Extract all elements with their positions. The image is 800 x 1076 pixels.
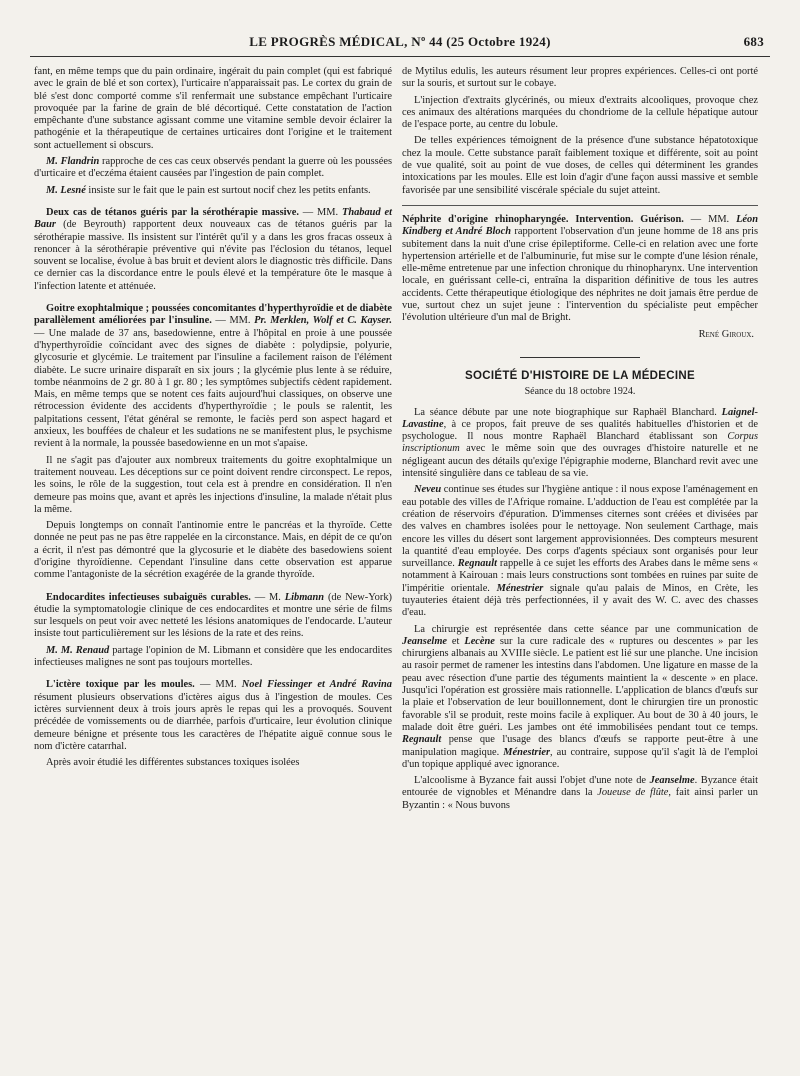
paragraph: De telles expériences témoignent de la présence d'une substance hépatotoxique chez la moule. Cette substance paraît faiblement toxique et différente, soit au point de vue qualité, soit au point de vue doses, de celles qui déterminent les grandes intoxications par les moules. Elle est loin d'agir d'une façon aussi massive et semble favorisée par une sensibilité viscérale spéciale du sujet atteint. — [402, 135, 758, 196]
paragraph — [34, 185, 392, 197]
paragraph-text: rapportent l'observation d'un jeune homme de 18 ans pris subitement dans la nuit d'une crise épileptiforme. Celle-ci en relation avec une forte hypertension artérielle et de l'albuminurie, fut mise sur le compte d'une lésion rénale, elle-même entretenue par une infection chronique du rhinopharynx. Une intervention locale, en guérissant celle-ci, entraîna la disparition définitive de tous les autres accidents. Cette thérapeutique étiologique des néphrites ne doit jamais être perdue de vue, surtout chez un sujet jeune : l'intervention du spécialiste peut empêcher l'évolution ultérieure d'un mal de Bright. — [402, 226, 758, 324]
author-name: Regnault — [457, 558, 497, 570]
paragraph — [34, 645, 392, 670]
section-heading: L'ictère toxique par les moules. — [46, 679, 195, 691]
paragraph-text: (de Beyrouth) rapportent deux nouveaux cas de tétanos guéris par la sérothérapie massive. Ils insistent sur l'intérêt qu'il y a dans les gros fracas osseux à renoncer à la sérothérapie préventive qui n'évite pas l'éclosion du tétanos, lequel souvent se localise, évolue à bas bruit et devient alors le diagnostic très difficile. Dans ce dernier cas la discordance entre le pouls élevé et la température ôte le masque à l'infection latente et atténuée. — [34, 219, 392, 292]
dash: — MM. — [298, 206, 342, 218]
session-date: Séance du 18 octobre 1924. — [524, 386, 636, 398]
author-names: Pr. Merklen, Wolf et C. Kayser. — [254, 315, 392, 327]
author-names: Thabaud et Baur — [34, 206, 393, 231]
paragraph-text: La chirurgie est représentée dans cette séance par une communication de — [414, 623, 758, 635]
section-heading: Goitre exophtalmique ; poussées concomitantes d'hyperthyroïdie et de diabète parallèlement améliorées par l'insuline. — [34, 303, 392, 327]
author-name: M. M. Renaud — [46, 644, 110, 656]
paragraph: L'injection d'extraits glycérinés, ou mieux d'extraits alcooliques, provoque chez ces animaux des altérations marquées du chondriome de la cellule hépatique autour de l'espace porte, au centre du lobule. — [402, 94, 758, 131]
author-name: Lecène — [464, 635, 495, 647]
paragraph-text: L'alcoolisme à Byzance fait aussi l'objet d'une note de — [414, 775, 650, 787]
paragraph-text: et — [447, 635, 465, 647]
paragraph-text: . Byzance était entourée de vignobles et Ménandre dans la — [402, 775, 758, 799]
dash: — MM. — [683, 213, 737, 225]
paragraph-text: La séance débute par une note biographique sur Raphaël Blanchard. — [414, 406, 722, 418]
paragraph: Depuis longtemps on connaît l'antinomie entre le pancréas et la thyroïde. Cette donnée ne peut pas ne pas être rappelée en la circonstance. Mais, en dépit de ce qu'on a écrit, il n'est pas démontré que la glycosurie et le diabète des basedowiens soient d'origine thyroïdienne. Cependant l'insuline dans cette observation est apparue comme l'antagoniste de la sécrétion exagérée de la grande thyroïde. — [34, 520, 392, 581]
author-names: Libmann — [284, 591, 325, 603]
paragraph-text: continue ses études sur l'hygiène antique : il nous expose l'aménagement en eau potable des villes de l'Afrique romaine. L'adduction de l'eau est complétée par la création de réservoirs d'épuration. D'immenses citernes sont créées et divisées par des valves en chambres isolées pour le nettoyage. Non seulement Carthage, mais encore les villes du désert sont largement approvisionnées. Des compteurs mesurent la quantité d'eau employée. Des corps d'agents spéciaux sont organisés pour leur surveillance. — [402, 484, 758, 570]
section-heading: Deux cas de tétanos guéris par la sérothérapie massive. — [46, 206, 299, 218]
paragraph — [402, 775, 758, 812]
paragraph-text: signale qu'au palais de Minos, en Crète, les tuyauteries étaient déjà très perfectionnées, il y avait des W. C. avec des chasses d'eau. — [402, 582, 758, 619]
work-title: Corpus inscriptionum — [402, 431, 758, 455]
paragraph: fant, en même temps que du pain ordinaire, ingérait du pain complet (qui est fabriqué avec le grain de blé et son cortex), l'urticaire n'apparaissait pas. Le cortex du grain de blé s'est donc comporté comme s'il renfermait une substance empêchant l'urticaire provoquée par la farine de grain de blé décortiqué. Cette constatation de l'action empêchante d'une substance agissant comme une vitamine semble devoir éclairer la pathogénie et la thérapeutique de certaines urticaires dont l'origine et le traitement sont actuellement si obscurs. — [34, 66, 392, 151]
paragraph-text: (de New-York) étudie la symptomatologie clinique de ces endocardites et montre une série de films sur lesquels on peut voir avec netteté les lésions anatomiques de l'endocarde. L'auteur insiste tout particulièrement sur les lésions de la rate et des reins. — [34, 591, 392, 640]
section-divider — [402, 205, 758, 206]
paragraph-text: pense que l'usage des blancs d'œufs se rapporte peut-être à une manipulation magique. — [402, 734, 758, 758]
section-heading: Néphrite d'origine rhinopharyngée. Intervention. Guérison. — [402, 213, 684, 225]
paragraph — [402, 484, 758, 619]
author-name: Laignel-Lavastine — [402, 406, 758, 430]
section-nephrite — [402, 214, 758, 325]
page-number: 683 — [743, 34, 764, 49]
dash: — MM. — [194, 679, 242, 691]
paragraph: de Mytilus edulis, les auteurs résument leur propres expériences. Celles-ci ont porté sur la souris, et surtout sur le cobaye. — [402, 66, 758, 90]
paragraph: Il ne s'agit pas d'ajouter aux nombreux traitements du goitre exophtalmique un traitement nouveau. Les déceptions sur ce point doivent rendre circonspect. Le repos, les soins, le rôle de la suggestion, tout cela est à prendre en considération. Il n'en demeure pas moins que, avant et après les injections d'insuline, la malade n'était plus la même. — [34, 454, 392, 515]
section-heading: Endocardites infectieuses subaiguës curables. — [46, 591, 251, 603]
left-column — [34, 66, 392, 773]
dash: — MM. — [211, 315, 255, 327]
section-goitre — [34, 303, 392, 451]
author-names: Léon Kindberg et André Bloch — [402, 213, 758, 238]
author-name: Jeanselme — [402, 635, 448, 647]
paragraph-text: rapproche de ces cas ceux observés pendant la guerre où les poussées d'urticaire et d'eczéma étaient causées par l'ingestion de pain complet. — [34, 156, 392, 180]
dash: — M. — [250, 591, 285, 603]
paragraph — [402, 407, 758, 481]
author-name: Ménestrier — [496, 582, 544, 594]
paragraph — [402, 624, 758, 772]
paragraph-text: avec le même soin que des ouvrages d'histoire naturelle et ne négligeant aucun des détails qu'exige l'épigraphie moderne, Blanchard revit avec une intensité singulière dans ce tableau de sa vie. — [402, 443, 758, 480]
paragraph-text: , à ce propos, fait preuve de ses qualités habituelles d'historien et de psychologue. Il nous montre Raphaël Blanchard établissant son — [402, 418, 758, 443]
author-name: Jeanselme — [649, 775, 695, 787]
header-rule — [30, 56, 770, 57]
paragraph-text: insiste sur le fait que le pain est surtout nocif chez les petits enfants. — [85, 184, 371, 196]
paragraph-text: résument plusieurs observations d'ictères aigus dus à l'ingestion de moules. Ces ictères surviennent deux à trois jours après le repas qui les a provoqués. Souvent précédée de vomissements ou de diarrhée, parfois d'urticaire, leur évolution clinique demeure bénigne et présente tous les caractères de l'hépatite aiguë connue sous le nom d'ictère catarrhal. — [34, 691, 392, 752]
section-ictere — [34, 679, 392, 753]
author-names: Noel Fiessinger et André Ravina — [241, 679, 392, 691]
author-name: Ménestrier — [503, 746, 551, 758]
author-name: Regnault — [402, 734, 442, 746]
society-title: SOCIÉTÉ D'HISTOIRE DE LA MÉDECINE — [465, 369, 695, 382]
paragraph-text: , fait ainsi parler un Byzantin : « Nous buvons — [402, 787, 759, 811]
author-name: Neveu — [414, 484, 442, 496]
section-separator — [520, 357, 640, 358]
paragraph-text: partage l'opinion de M. Libmann et considère que les endocardites infectieuses malignes ne sont pas toujours mortelles. — [34, 644, 392, 669]
right-column — [402, 66, 758, 816]
author-name: M. Lesné — [46, 184, 86, 196]
paragraph — [34, 156, 392, 181]
author-name: M. Flandrin — [46, 156, 100, 168]
journal-title: LE PROGRÈS MÉDICAL, Nº 44 (25 Octobre 1924) — [249, 34, 551, 49]
paragraph-text: , au contraire, suppose qu'il s'agit là de l'emploi d'un topique appliqué avec ignorance. — [402, 746, 758, 770]
paragraph-text: — Une malade de 37 ans, basedowienne, entre à l'hôpital en proie à une poussée d'hyperthyroïdie coïncidant avec des signes de diabète : polydipsie, polyurie, glycosurie et glycémie. Le traitement par l'insuline a facilement raison de l'élément diabète. Le sucre urinaire disparaît en six jours ; la glycémie plus lente à se réduire, tombe néanmoins de 2 gr. 80 à 1 gr. 80 ; les symptômes subjectifs cèdent rapidement. Mais, en même temps que se notent ces faits aujourd'hui classiques, on observe une rétrocession évidente des accidents d'hyperthyroïdie ; le pouls se ralentit, les palpitations cessent, l'état général se remonte, le faciès perd son aspect hagard et anxieux, les bouffées de chaleur et les sudations ne se manifestent plus, le psychisme revient à la normale, la poussée basedowienne en un mot s'apaise. — [34, 327, 392, 450]
section-tetanos — [34, 207, 392, 293]
work-title: Joueuse de flûte — [597, 787, 669, 799]
signature: René Giroux. — [698, 328, 754, 340]
running-header — [30, 34, 770, 54]
paragraph-text: sur la cure radicale des « ruptures ou descentes » par les chirurgiens albanais au XVIIIe siècle. Le patient est lié sur une planche. Une incision au rasoir permet de ramener les intestins dans l'abdomen. Une ligature en masse de la peau avec résection d'une partie des téguments maintient la « descente » en place. Jusqu'ici l'opération est grossière mais rationnelle. L'application de blancs d'œufs sur la plaie et l'observation de leur bouillonnement, dont le chirurgien tire un pronostic favorable s'il se produit, reste moins facile à expliquer. Au bout de 30 à 40 jours, le malade doit être guéri. Les jambes ont été immobilisées pendant tout ce temps. — [402, 635, 758, 733]
section-endocardites — [34, 592, 392, 641]
paragraph-text: rappelle à ce sujet les efforts des Arabes dans le même sens « notamment à Kairouan : mais leurs constructions sont tombées en ruines par suite de l'impéritie orientale. — [402, 558, 758, 594]
paragraph: Après avoir étudié les différentes substances toxiques isolées — [46, 757, 300, 769]
